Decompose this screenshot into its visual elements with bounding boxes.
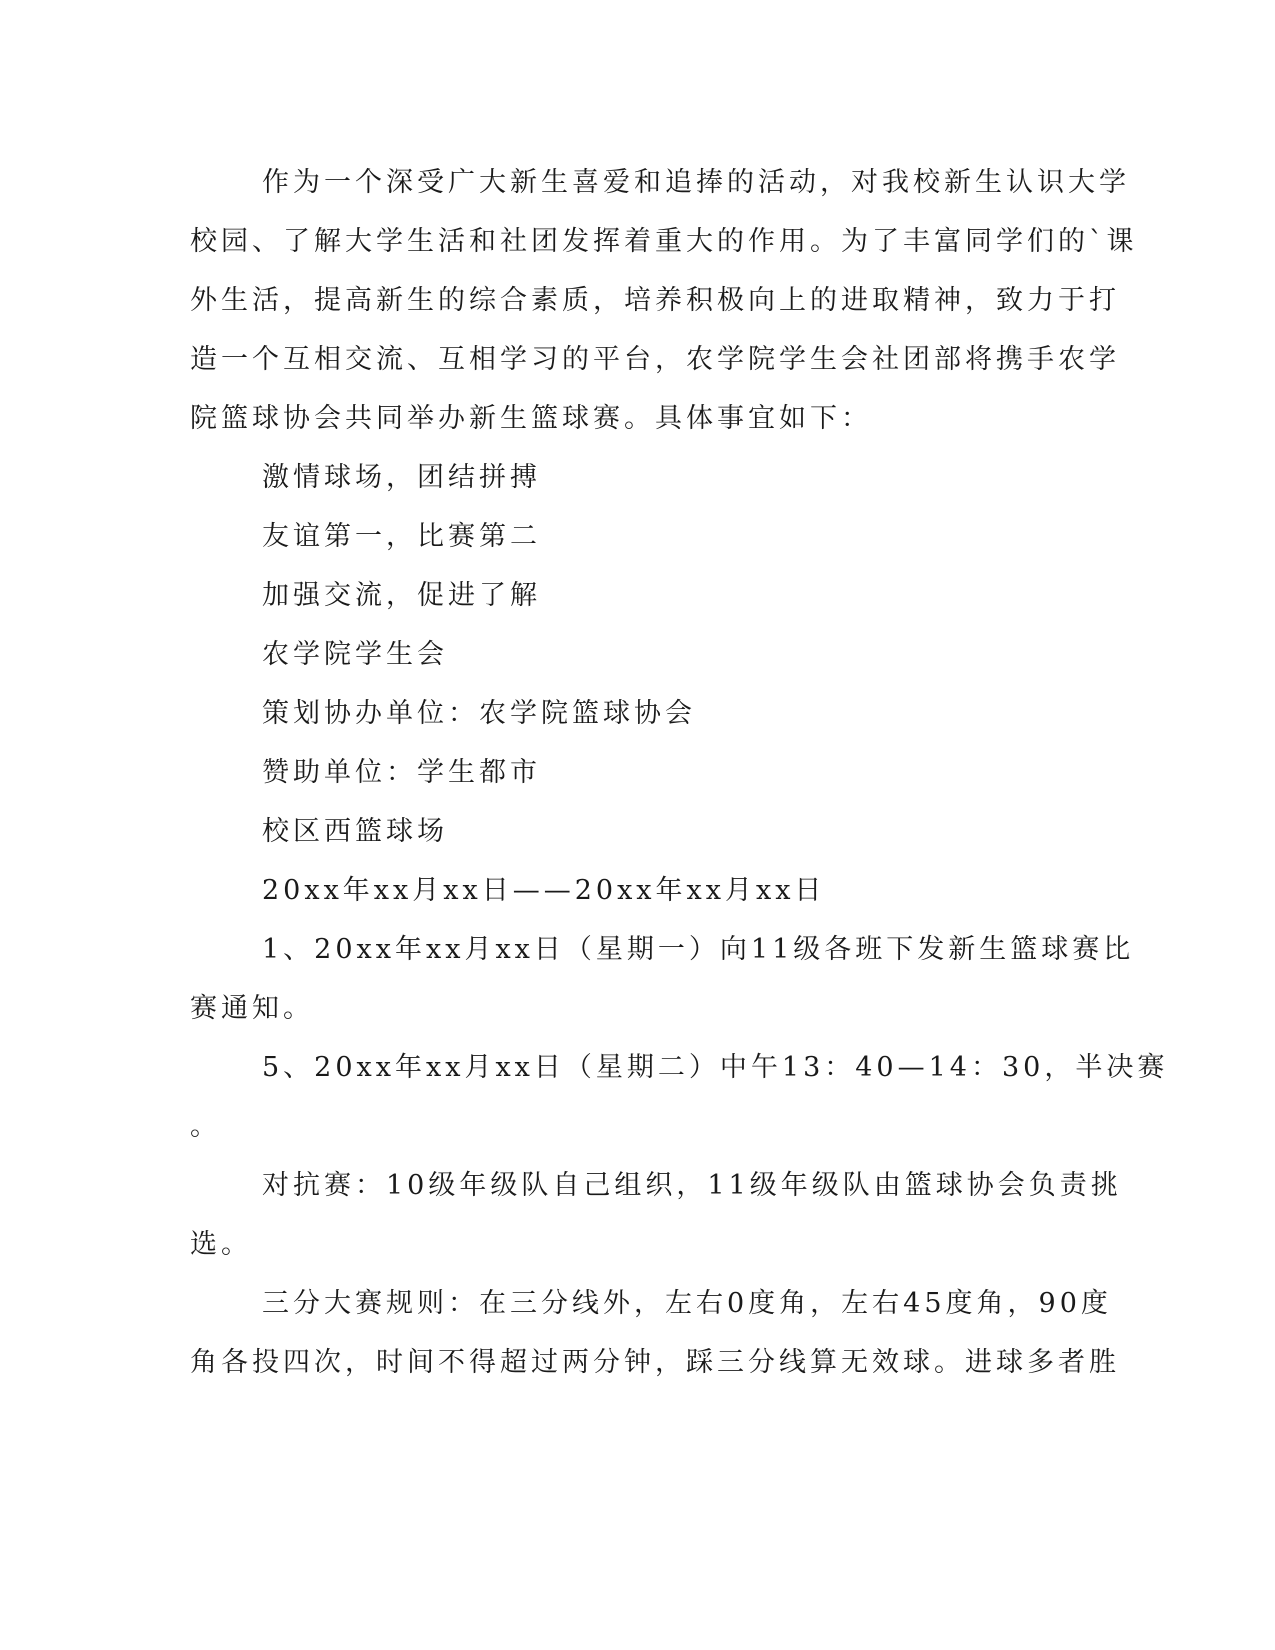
- theme-slogan: 激情球场，团结拼搏: [262, 462, 541, 493]
- three-point-rules-line-2: 角各投四次，时间不得超过两分钟，踩三分线算无效球。进球多者胜: [190, 1347, 1120, 1378]
- intro-paragraph-line-2: 校园、了解大学生活和社团发挥着重大的作用。为了丰富同学们的`课: [190, 226, 1138, 257]
- motto-line: 友谊第一，比赛第二: [262, 521, 541, 552]
- exhibition-match-line-1: 对抗赛：10级年级队自己组织，11级年级队由篮球协会负责挑: [262, 1170, 1122, 1201]
- intro-paragraph-line-1: 作为一个深受广大新生喜爱和追捧的活动，对我校新生认识大学: [262, 167, 1130, 198]
- purpose-line: 加强交流，促进了解: [262, 580, 541, 611]
- co-organizer-line: 策划协办单位：农学院篮球协会: [262, 698, 696, 729]
- exhibition-match-line-2: 选。: [190, 1229, 252, 1260]
- date-range-line: 20xx年xx月xx日——20xx年xx月xx日: [262, 875, 826, 906]
- sponsor-line: 赞助单位：学生都市: [262, 757, 541, 788]
- organizer-line: 农学院学生会: [262, 639, 448, 670]
- venue-line: 校区西篮球场: [262, 816, 448, 847]
- three-point-rules-line-1: 三分大赛规则：在三分线外，左右0度角，左右45度角，90度: [262, 1288, 1112, 1319]
- intro-paragraph-line-5: 院篮球协会共同举办新生篮球赛。具体事宜如下：: [190, 403, 872, 434]
- schedule-item-1-line-1: 1、20xx年xx月xx日（星期一）向11级各班下发新生篮球赛比: [262, 934, 1135, 965]
- schedule-item-5-line-1: 5、20xx年xx月xx日（星期二）中午13：40—14：30，半决赛: [262, 1052, 1169, 1083]
- intro-paragraph-line-3: 外生活，提高新生的综合素质，培养积极向上的进取精神，致力于打: [190, 285, 1120, 316]
- schedule-item-5-line-2: 。: [190, 1111, 221, 1142]
- schedule-item-1-line-2: 赛通知。: [190, 993, 314, 1024]
- intro-paragraph-line-4: 造一个互相交流、互相学习的平台，农学院学生会社团部将携手农学: [190, 344, 1120, 375]
